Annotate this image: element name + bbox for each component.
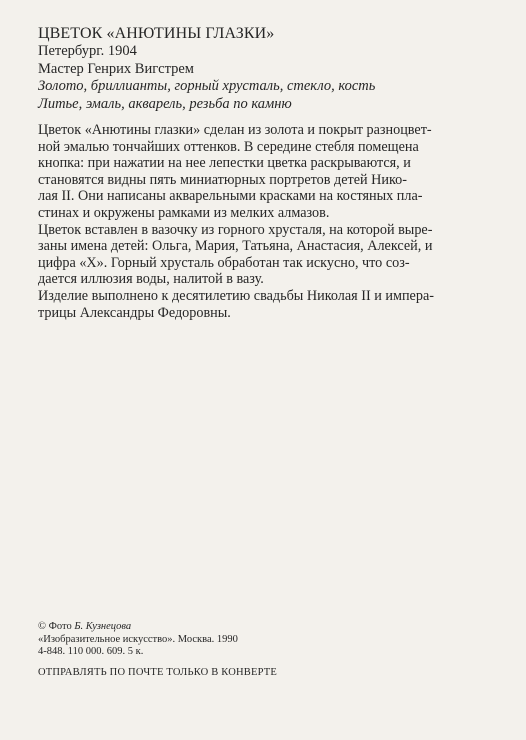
text-line: Изделие выполнено к десятилетию свадьбы Николая II и импера-	[38, 287, 434, 304]
text-line: становятся видны пять миниатюрных портретов детей Нико-	[38, 171, 407, 188]
header-block	[38, 24, 498, 113]
text-line: трицы Александры Федоровны.	[38, 304, 231, 321]
paragraph-2	[38, 222, 482, 288]
text-line: дается иллюзия воды, налитой в вазу.	[38, 271, 264, 288]
text-line: кнопка: при нажатии на нее лепестки цветка раскрываются, и	[38, 155, 411, 172]
text-line: стинах и окружены рамками из мелких алмазов.	[38, 204, 330, 221]
text-line: ной эмалью тончайших оттенков. В середине стебля помещена	[38, 138, 419, 155]
text-line: Цветок вставлен в вазочку из горного хрусталя, на которой выре-	[38, 221, 433, 238]
publisher: «Изобразительное искусство». Москва. 1990	[38, 633, 238, 645]
description	[38, 122, 482, 321]
place-year: Петербург. 1904	[38, 43, 137, 59]
techniques: Литье, эмаль, акварель, резьба по камню	[38, 95, 292, 112]
materials: Золото, бриллианты, горный хрусталь, стекло, кость	[38, 78, 376, 94]
photo-prefix: © Фото	[38, 621, 75, 632]
print-code: 4-848. 110 000. 609. 5 к.	[38, 646, 144, 657]
page-title: ЦВЕТОК «АНЮТИНЫ ГЛАЗКИ»	[38, 25, 275, 42]
text-line: лая II. Они написаны акварельными красками на костяных пла-	[38, 188, 423, 205]
paragraph-3	[38, 288, 482, 321]
text-line: заны имена детей: Ольга, Мария, Татьяна, Анастасия, Алексей, и	[38, 238, 433, 255]
photo-author: Б. Кузнецова	[74, 621, 132, 632]
paragraph-1	[38, 122, 482, 222]
credits-block	[38, 621, 498, 659]
text-line: Цветок «Анютины глазки» сделан из золота и покрыт разноцвет-	[38, 122, 432, 138]
master-name: Мастер Генрих Вигстрем	[38, 60, 194, 77]
text-line: цифра «Х». Горный хрусталь обработан так искусно, что соз-	[38, 254, 410, 271]
photo-credit	[38, 621, 498, 634]
mail-note: ОТПРАВЛЯТЬ ПО ПОЧТЕ ТОЛЬКО В КОНВЕРТЕ	[38, 667, 278, 678]
